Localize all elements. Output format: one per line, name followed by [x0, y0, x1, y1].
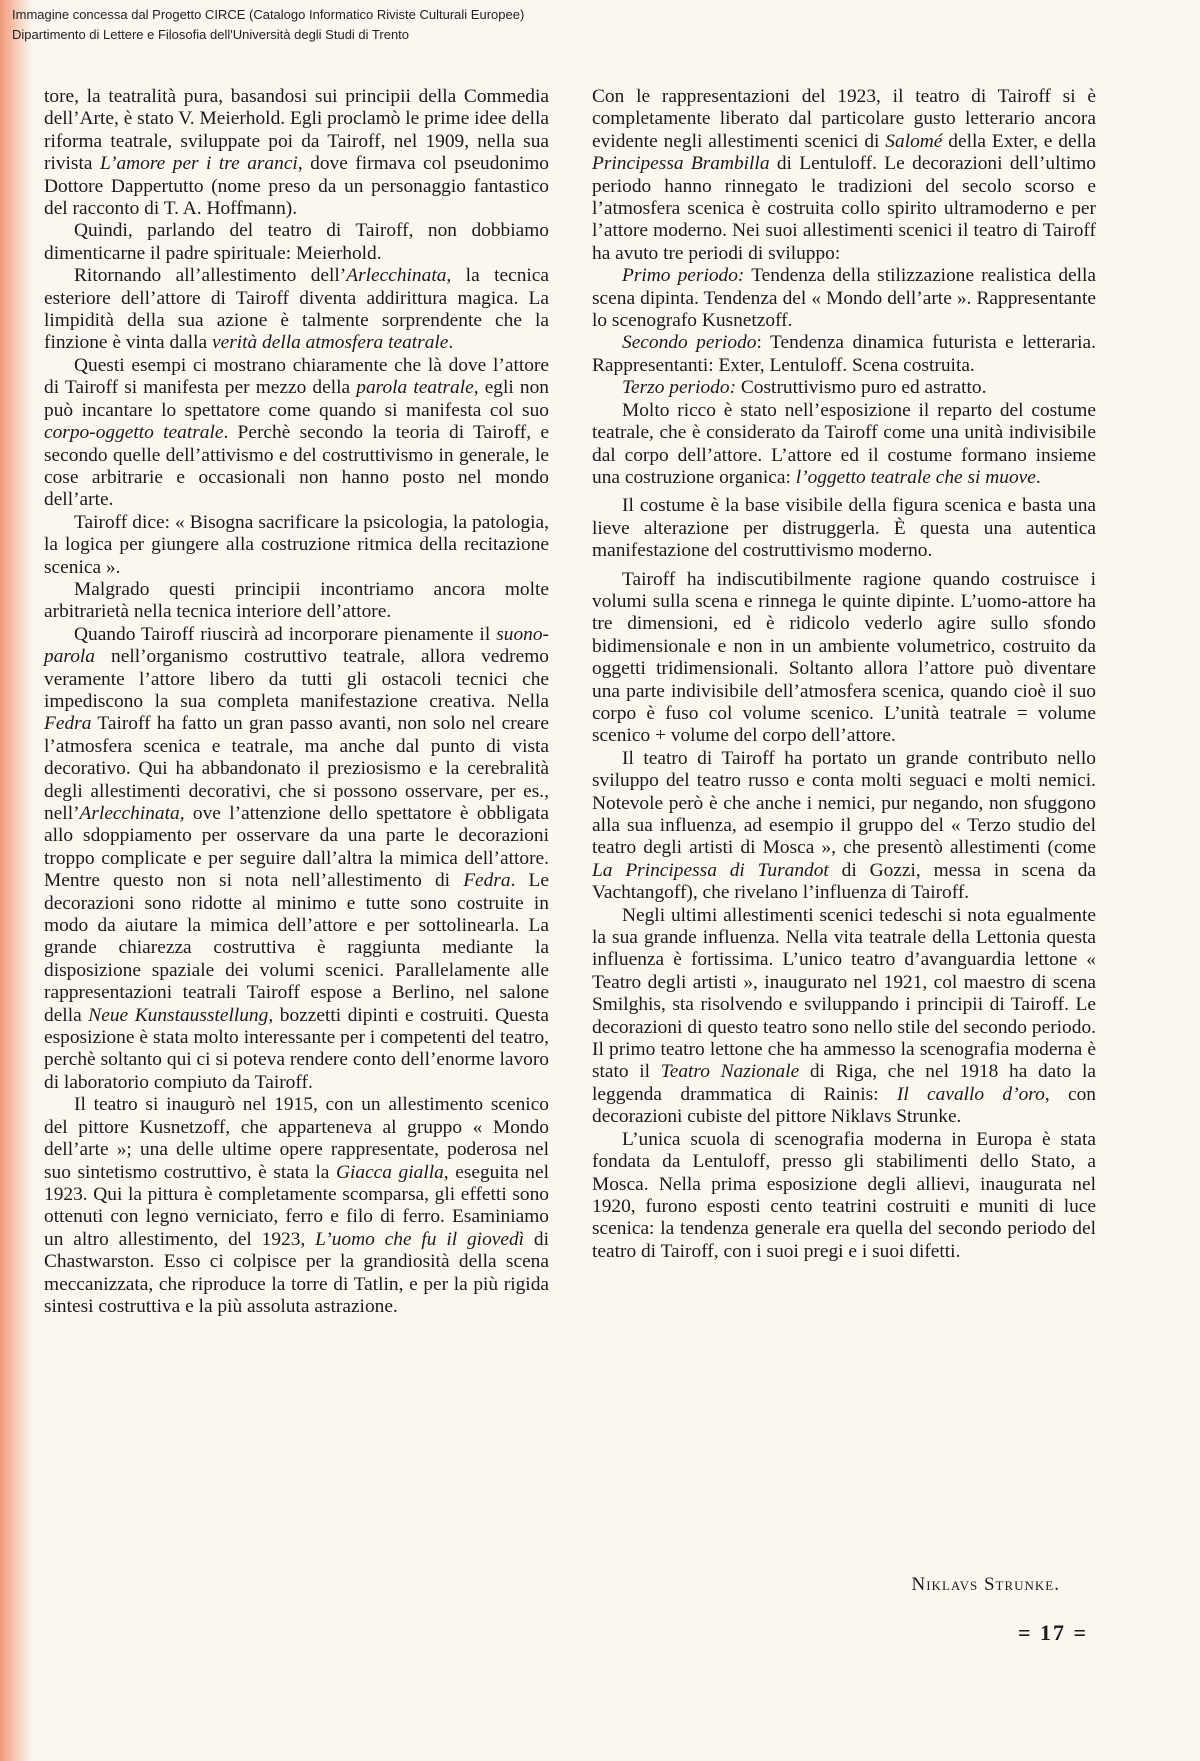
italic-text: Teatro Nazionale	[660, 1061, 800, 1083]
text-run: . Perchè secondo la teoria di Tairoff, e secondo quelle dell’attivismo e del costruttivismo in generale, le cose arbitrarie e occasionali non hanno posto nel mondo dell’arte.	[44, 422, 549, 511]
text-run: , la tecnica esteriore dell’attore di Tairoff diventa addirittura magica. La limpidità della sua azione è talmente sorprendente che la finzione è vinta dalla	[44, 265, 549, 354]
credit-line-1: Immagine concessa dal Progetto CIRCE (Catalogo Informatico Riviste Culturali Europee)	[12, 7, 525, 22]
text-run: nell’organismo costruttivo teatrale, allora vedremo veramente l’attore libero da tutti gli ostacoli tecnici che impediscono la sua completa manifestazione creativa. Nella	[44, 646, 549, 712]
italic-text: L’amore per i tre aranci	[99, 153, 298, 175]
paragraph	[44, 86, 549, 220]
text-run: L’unica scuola di scenografia moderna in Europa è stata fondata da Lentuloff, presso gli stabilimenti dello Stato, a Mosca. Nella prima esposizione degli allievi, inaugurata nel 1920, furono esposti cento teatrini costruiti e muniti di luce scenica: la tendenza generale era quella del secondo periodo del teatro di Tairoff, con i suoi pregi e i suoi difetti.	[592, 1128, 1096, 1262]
italic-text: Terzo periodo:	[622, 377, 737, 399]
italic-text: Il cavallo d’oro	[896, 1083, 1045, 1105]
paragraph	[592, 569, 1096, 748]
paragraph	[592, 748, 1096, 905]
right-column	[592, 86, 1096, 1263]
text-run: di Riga, che nel 1918 ha dato la leggenda drammatica di Rainis:	[592, 1061, 1096, 1105]
text-run: Ritornando all’allestimento dell’	[74, 265, 347, 287]
italic-text: l’oggetto teatrale che si muove	[795, 466, 1036, 488]
italic-text: Arlecchinata	[346, 265, 447, 287]
italic-text: corpo-oggetto teatrale	[44, 422, 224, 444]
italic-text: Salomé	[885, 130, 943, 152]
text-run: Il costume è la base visibile della figura scenica e basta una lieve alterazione per distruggerla. È questa una autentica manifestazione del costruttivismo moderno.	[592, 495, 1096, 562]
italic-text: Principessa Brambilla	[592, 153, 770, 175]
paragraph	[592, 400, 1096, 490]
text-run: Costruttivismo puro ed astratto.	[736, 377, 987, 399]
text-run: .	[448, 332, 454, 354]
text-run: di Gozzi, messa in scena da Vachtangoff), che rivelano l’influenza di Tairoff.	[592, 859, 1096, 904]
italic-text: verità della atmosfera teatrale	[211, 332, 449, 354]
page-edge-shadow	[0, 0, 32, 1761]
paragraph	[592, 495, 1096, 562]
text-run: , ove l’attenzione dello spettatore è obbligata allo sdoppiamento per osservare da una parte le decorazioni troppo complicate e per seguire dall’altra la mimica dell’attore. Mentre questo non si nota nell’allestimento di	[44, 803, 549, 892]
text-run: di Lentuloff. Le decorazioni dell’ultimo periodo hanno rinnegato le tradizioni del secolo scorso e l’atmosfera scenica è costruita collo spirito ultramoderno e per l’attore moderno. Nei suoi allestimenti scenici il teatro di Tairoff ha avuto tre periodi di sviluppo:	[592, 153, 1097, 264]
paragraph	[44, 1094, 549, 1318]
text-run: Quando Tairoff riuscirà ad incorporare pienamente il	[74, 623, 497, 645]
page-number: = 17 =	[1018, 1620, 1089, 1645]
paragraph	[592, 332, 1096, 377]
paragraph	[592, 265, 1096, 332]
text-run: , dove firmava col pseudonimo Dottore Dappertutto (nome preso da un personaggio fantastico del racconto di T. A. Hoffmann).	[44, 153, 549, 220]
text-run: Con le rappresentazioni del 1923, il teatro di Tairoff si è completamente liberato dal particolare gusto letterario ancora evidente negli allestimenti scenici di	[592, 86, 1096, 152]
italic-text: La Principessa di Turandot	[592, 859, 829, 881]
italic-text: Fedra	[44, 713, 92, 735]
paragraph	[44, 512, 549, 579]
text-run: Il teatro si inaugurò nel 1915, con un allestimento scenico del pittore Kusnetzoff, che apparteneva al gruppo « Mondo dell’arte »; una delle ultime opere rappresentate, poderosa nel suo sintetismo costruttivo, è stata la	[44, 1094, 549, 1183]
italic-text: parola teatrale	[356, 377, 474, 399]
italic-text: Neue Kunstausstellung	[88, 1004, 269, 1026]
italic-text: Fedra	[463, 870, 511, 892]
text-run: della Exter, e della	[942, 130, 1096, 152]
italic-text: Primo periodo:	[622, 265, 745, 287]
paragraph	[592, 905, 1096, 1129]
text-run: Quindi, parlando del teatro di Tairoff, non dobbiamo dimenticarne il padre spirituale: Meierhold.	[44, 220, 549, 264]
italic-text: Secondo periodo	[622, 332, 757, 354]
text-run: , eseguita nel 1923. Qui la pittura è completamente scomparsa, gli effetti sono ottenuti con legno verniciato, ferro e filo di ferro. Esaminiamo un altro allestimento, del 1923,	[44, 1161, 549, 1250]
text-run: Tendenza della stilizzazione realistica della scena dipinta. Tendenza del « Mondo dell’arte ». Rappresentante lo scenografo Kusnetzoff.	[592, 265, 1097, 332]
paragraph	[44, 624, 549, 1095]
paragraph	[44, 220, 549, 265]
text-run: : Tendenza dinamica futurista e letteraria. Rappresentanti: Exter, Lentuloff. Scena costruita.	[592, 332, 1096, 376]
paragraph	[44, 265, 549, 355]
text-run: Malgrado questi principii incontriamo ancora molte arbitrarietà nella tecnica interiore dell’attore.	[44, 578, 549, 623]
text-run: Tairoff dice: « Bisogna sacrificare la psicologia, la patologia, la logica per giungere alla costruzione ritmica della recitazione scenica ».	[44, 511, 549, 578]
left-column	[44, 86, 549, 1318]
paragraph	[44, 579, 549, 624]
text-run: di Chastwarston. Esso ci colpisce per la grandiosità della scena meccanizzata, che riproduce la torre di Tatlin, e per la più rigida sintesi costruttiva e la più assoluta astrazione.	[44, 1228, 550, 1317]
paragraph	[592, 377, 1096, 399]
italic-text: Arlecchinata	[79, 803, 180, 824]
paragraph	[44, 355, 549, 512]
paragraph	[592, 86, 1096, 265]
credit-line-2: Dipartimento di Lettere e Filosofia dell'Università degli Studi di Trento	[12, 27, 410, 42]
text-run: Questi esempi ci mostrano chiaramente che là dove l’attore di Tairoff si manifesta per mezzo della	[44, 354, 549, 399]
image-credit	[12, 5, 524, 45]
author-signature: Niklavs Strunke.	[911, 1574, 1060, 1595]
paragraph	[592, 1129, 1096, 1263]
text-run: , egli non può incantare lo spettatore come quando si manifesta col suo	[44, 377, 549, 421]
italic-text: Giacca gialla	[335, 1161, 444, 1183]
text-run: Tairoff ha fatto un gran passo avanti, non solo nel creare l’atmosfera scenica e teatrale, ma anche dal punto di vista decorativo. Qui ha abbandonato il preziosismo e la cerebralità degli allestimenti decorativi, che si possono osservare, per es., nell’	[44, 713, 549, 824]
text-run: Negli ultimi allestimenti scenici tedeschi si nota egualmente la sua grande influenza. Nella vita teatrale della Lettonia questa influenza è fortissima. L’unico teatro d’avanguardia lettone « Teatro degli artisti », inaugurato nel 1921, col maestro di scena Smilghis, sta risolvendo e sviluppando i principii di Tairoff. Le decorazioni di questo teatro sono nello stile del secondo periodo. Il primo teatro lettone che ha ammesso la scenografia moderna è stato il	[592, 904, 1096, 1083]
italic-text: L’uomo che fu il giovedì	[315, 1228, 525, 1250]
text-run: , bozzetti dipinti e costruiti. Questa esposizione è stata molto interessante per i competenti del teatro, perchè soltanto qui ci si poteva rendere conto dell’enorme lavoro di laboratorio compiuto da Tairoff.	[44, 1004, 549, 1093]
italic-text: suono-parola	[44, 623, 549, 668]
text-run: tore, la teatralità pura, basandosi sui principii della Commedia dell’Arte, è stato V. Meierhold. Egli proclamò le prime idee della riforma teatrale, sviluppate poi da Tairoff, nel 1909, nella sua rivista	[44, 86, 549, 175]
text-run: Molto ricco è stato nell’esposizione il reparto del costume teatrale, che è considerato da Tairoff come una unità indivisibile dal corpo dell’attore. L’attore ed il costume formano insieme una costruzione organica:	[592, 399, 1096, 488]
text-run: . Le decorazioni sono ridotte al minimo e tutte sono costruite in modo da aiutare la mimica dell’attore e per sottolinearla. La grande chiarezza costruttiva è raggiunta mediante la disposizione spaziale dei volumi scenici. Parallelamente alle rappresentazioni teatrali Tairoff espose a Berlino, nel salone della	[44, 870, 549, 1026]
text-run: Tairoff ha indiscutibilmente ragione quando costruisce i volumi sulla scena e rinnega le quinte dipinte. L’uomo-attore ha tre dimensioni, ed è ridicolo vederlo agire sullo sfondo bidimensionale e non in un ambiente volumetrico, costruito da oggetti tridimensionali. Soltanto allora l’attore può diventare una parte indivisibile dell’atmosfera scenica, quando cioè il suo corpo è fuso col volume scenico. L’unità teatrale = volume scenico + volume del corpo dell’attore.	[592, 568, 1096, 747]
text-run: , con decorazioni cubiste del pittore Niklavs Strunke.	[592, 1083, 1096, 1128]
text-run: .	[1035, 466, 1041, 488]
text-run: Il teatro di Tairoff ha portato un grande contributo nello sviluppo del teatro russo e conta molti seguaci e molti nemici. Notevole però è che anche i nemici, pur negando, non sfuggono alla sua influenza, ad esempio il gruppo del « Terzo studio del teatro degli artisti di Mosca », che presentò allestimenti (come	[592, 747, 1096, 859]
